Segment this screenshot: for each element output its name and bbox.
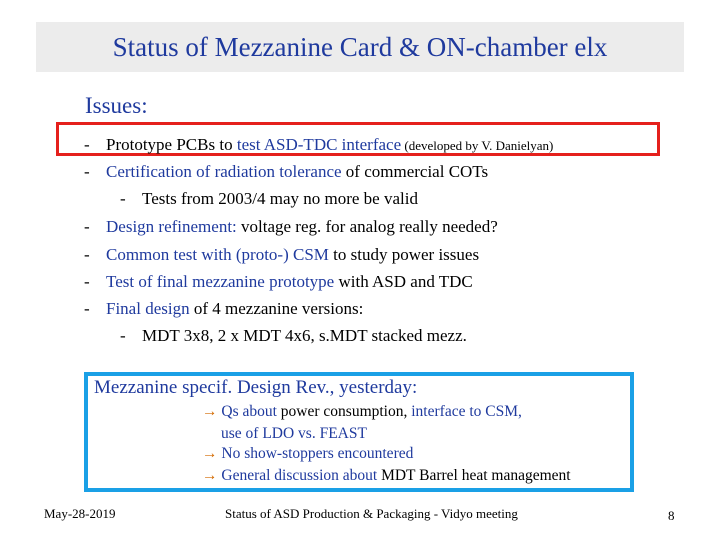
bullet-text: of commercial COTs — [341, 162, 489, 181]
arrow-icon: → — [202, 467, 218, 484]
design-review-title: Mezzanine specif. Design Rev., yesterday: — [94, 377, 418, 398]
bullet-note: (developed by V. Danielyan) — [401, 138, 554, 153]
bullet-prototype-pcbs — [84, 135, 554, 155]
review-item-no-show-stoppers — [202, 445, 413, 463]
sub-bullet-mdt-versions — [120, 326, 467, 346]
bullet-highlight: Certification of radiation tolerance — [106, 162, 342, 181]
bullet-dash: - — [120, 326, 126, 345]
bullet-dash: - — [84, 272, 90, 291]
bullet-dash: - — [84, 299, 90, 318]
arrow-icon: → — [202, 403, 218, 420]
review-item-general-discussion — [202, 467, 571, 485]
review-text: General discussion about — [221, 467, 378, 484]
bullet-final-prototype — [84, 272, 473, 292]
slide-title: Status of Mezzanine Card & ON-chamber elx — [112, 32, 608, 62]
review-item-qs — [202, 403, 522, 421]
bullet-highlight: Common test with (proto-) CSM — [106, 245, 329, 264]
issues-heading: Issues: — [85, 93, 148, 118]
bullet-dash: - — [84, 245, 90, 264]
bullet-text: voltage reg. for analog really needed? — [236, 217, 498, 236]
bullet-text: Tests from 2003/4 may no more be valid — [142, 189, 418, 208]
bullet-highlight: Design refinement: — [106, 217, 237, 236]
bullet-text: Prototype PCBs to — [106, 135, 237, 154]
arrow-icon: → — [202, 445, 218, 462]
bullet-dash: - — [84, 217, 90, 236]
bullet-final-design — [84, 299, 364, 319]
bullet-highlight: test ASD-TDC interface — [236, 135, 402, 154]
bullet-highlight: Test of final mezzanine prototype — [106, 272, 335, 291]
bullet-text: MDT 3x8, 2 x MDT 4x6, s.MDT stacked mezz. — [142, 326, 467, 345]
bullet-text: with ASD and TDC — [334, 272, 473, 291]
review-text: Qs about — [221, 403, 277, 420]
bullet-highlight: Final design — [106, 299, 190, 318]
review-text: interface to CSM, — [407, 403, 522, 420]
review-item-ldo — [221, 425, 367, 443]
review-text: MDT Barrel heat management — [377, 467, 571, 484]
bullet-dash: - — [84, 162, 90, 181]
bullet-certification — [84, 162, 489, 182]
bullet-text: of 4 mezzanine versions: — [189, 299, 364, 318]
footer-center: Status of ASD Production & Packaging - Vidyo meeting — [225, 506, 518, 521]
review-text: No show-stoppers encountered — [221, 445, 414, 462]
bullet-dash: - — [84, 135, 90, 154]
bullet-design-refinement — [84, 217, 498, 237]
bullet-common-test — [84, 245, 480, 265]
review-text: use of LDO vs. FEAST — [221, 425, 367, 442]
bullet-dash: - — [120, 189, 126, 208]
review-text: power consumption, — [276, 403, 408, 420]
bullet-text: to study power issues — [328, 245, 480, 264]
page-number: 8 — [668, 508, 675, 523]
title-bar — [36, 22, 684, 72]
footer-date: May-28-2019 — [44, 506, 116, 521]
sub-bullet-tests — [120, 189, 418, 209]
